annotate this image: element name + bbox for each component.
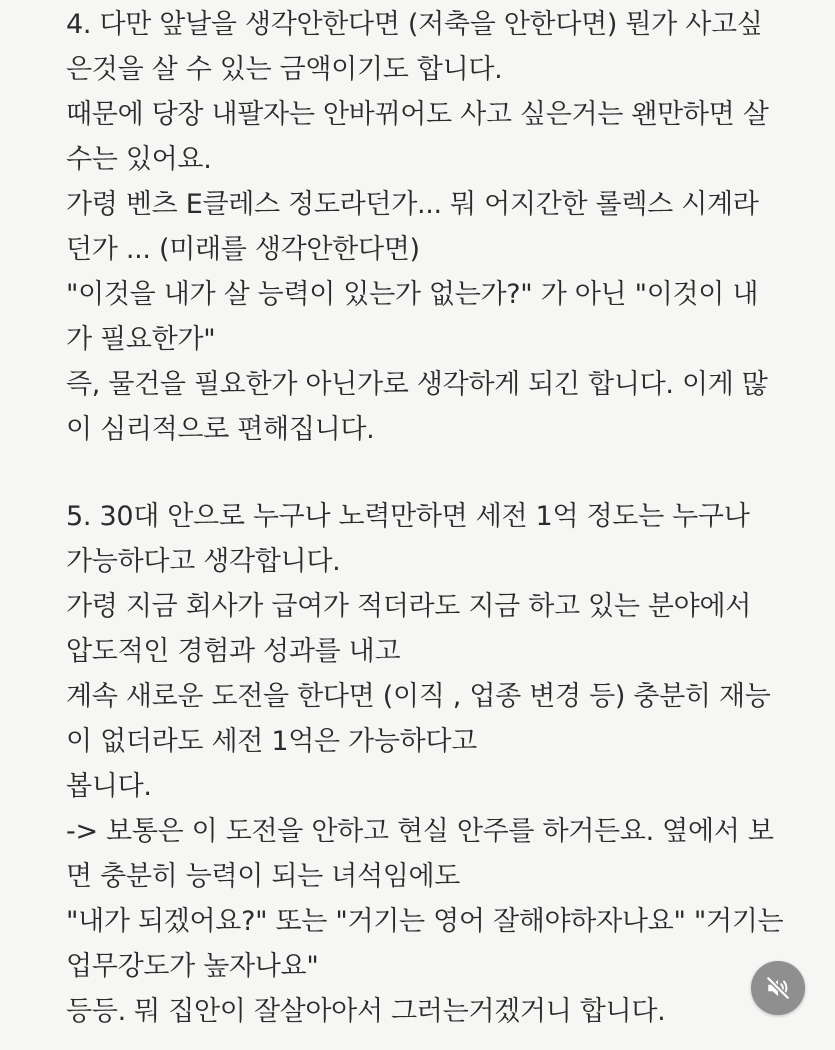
text-line: 가능하다고 생각합니다. (66, 546, 341, 577)
text-line: 때문에 당장 내팔자는 안바뀌어도 사고 싶은거는 왠만하면 살 (66, 99, 769, 130)
text-line: 가 필요한가" (66, 324, 216, 355)
paragraph-gap (66, 452, 806, 494)
text-line: 수는 있어요. (66, 144, 212, 175)
text-line: 업무강도가 높자나요" (66, 951, 319, 982)
section-4 (66, 2, 806, 452)
text-line: 이 없더라도 세전 1억은 가능하다고 (66, 726, 477, 757)
text-line: 4. 다만 앞날을 생각안한다면 (저축을 안한다면) 뭔가 사고싶 (66, 9, 763, 40)
section-5 (66, 494, 806, 1034)
text-line: -> 보통은 이 도전을 안하고 현실 안주를 하거든요. 옆에서 보 (66, 816, 774, 847)
document-body (66, 0, 806, 1034)
mute-toggle-button[interactable] (751, 961, 805, 1015)
text-line: "이것을 내가 살 능력이 있는가 없는가?" 가 아닌 "이것이 내 (66, 279, 759, 310)
text-line: 이 심리적으로 편해집니다. (66, 414, 375, 445)
text-line: 5. 30대 안으로 누구나 노력만하면 세전 1억 정도는 누구나 (66, 501, 750, 532)
text-line: 가령 지금 회사가 급여가 적더라도 지금 하고 있는 분야에서 (66, 591, 752, 622)
text-line: 등등. 뭐 집안이 잘살아아서 그러는거겠거니 합니다. (66, 996, 666, 1027)
text-line: 즉, 물건을 필요한가 아닌가로 생각하게 되긴 합니다. 이게 많 (66, 369, 768, 400)
text-line: 면 충분히 능력이 되는 녀석임에도 (66, 861, 461, 892)
speaker-muted-icon (765, 975, 791, 1001)
text-line: "내가 되겠어요?" 또는 "거기는 영어 잘해야하자나요" "거기는 (66, 906, 784, 937)
text-line: 압도적인 경험과 성과를 내고 (66, 636, 401, 667)
text-line: 계속 새로운 도전을 한다면 (이직 , 업종 변경 등) 충분히 재능 (66, 681, 771, 712)
text-line: 은것을 살 수 있는 금액이기도 합니다. (66, 54, 503, 85)
text-line: 가령 벤츠 E클레스 정도라던가... 뭐 어지간한 롤렉스 시계라 (66, 189, 759, 220)
text-line: 봅니다. (66, 771, 152, 802)
text-line: 던가 ... (미래를 생각안한다면) (66, 234, 420, 265)
